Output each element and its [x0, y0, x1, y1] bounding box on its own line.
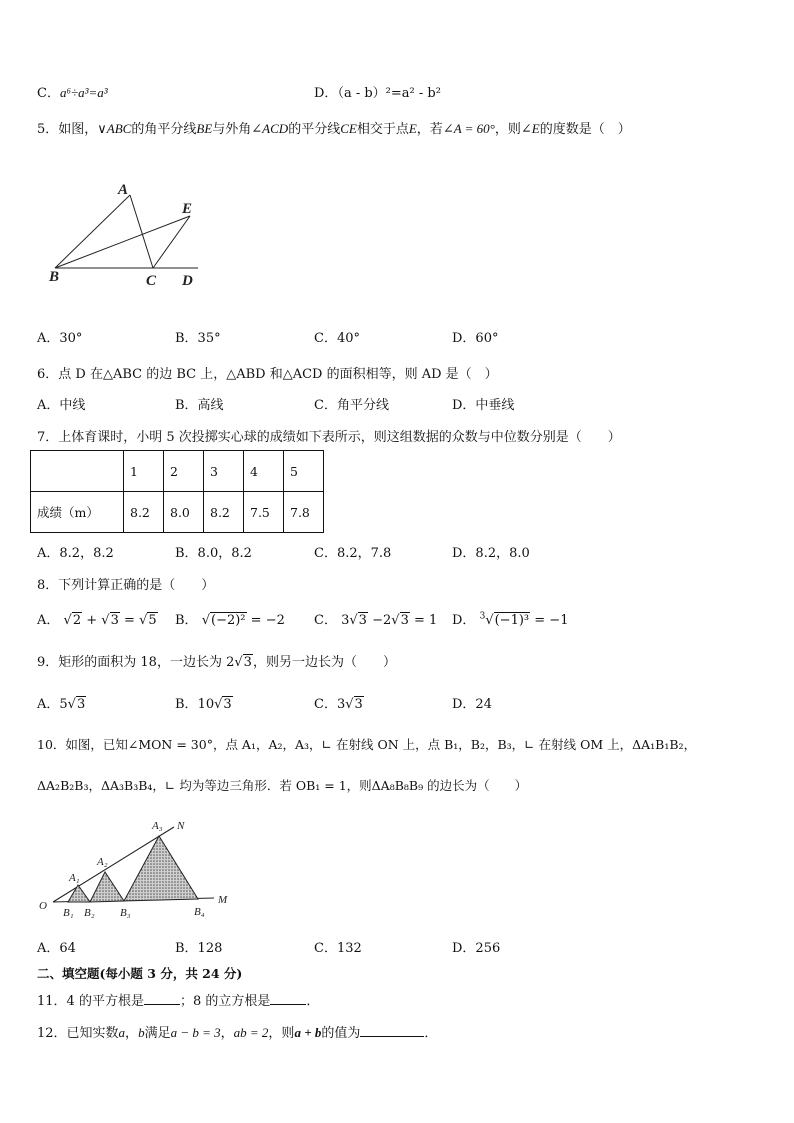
q6-stem: 6．点 D 在△ABC 的边 BC 上，△ABD 和△ACD 的面积相等，则 AD 是（ ） — [37, 367, 498, 382]
q10-label-b1: B₁ — [63, 907, 74, 919]
coefficient: −2 — [372, 613, 392, 628]
q6-option-c: C．角平分线 — [314, 398, 389, 413]
q11-stem — [37, 990, 319, 1009]
q9-option-b-label: B． — [175, 697, 198, 712]
q6-option-b: B．高线 — [175, 398, 224, 413]
q10-option-d: D．256 — [452, 941, 501, 956]
q5-stem-part: 相交于点 — [356, 122, 409, 137]
q12-blank[interactable] — [360, 1036, 424, 1037]
sqrt-symbol: √ — [139, 613, 148, 628]
q12-var-a: a — [118, 1025, 126, 1040]
q10-triangle-1 — [68, 885, 90, 902]
sqrt-symbol: √ — [201, 613, 210, 628]
q5-be: BE — [196, 121, 213, 136]
q4-option-c — [37, 82, 108, 101]
radicand: (−2)² — [211, 613, 246, 628]
q12-expression: a + b — [294, 1025, 322, 1040]
table-cell: 3 — [204, 451, 244, 492]
q5-label-e: E — [182, 201, 193, 217]
q11-stem-part: ． — [306, 994, 320, 1009]
q12-stem-part: ， — [125, 1026, 139, 1041]
q10-triangle-3 — [124, 836, 198, 901]
q9-options — [0, 693, 794, 713]
radicand: (−1)³ — [494, 613, 530, 628]
rhs: = −1 — [534, 613, 569, 628]
q12-condition-1: a − b = 3 — [170, 1025, 221, 1040]
q10-label-a3: A₃ — [152, 820, 163, 832]
q7-score-table — [30, 450, 324, 533]
q10-label-a1: A₁ — [69, 872, 80, 884]
q8-stem: 8．下列计算正确的是（ ） — [37, 578, 215, 593]
q10-label-a2: A₂ — [97, 856, 108, 868]
q12-stem-part: ， — [220, 1026, 234, 1041]
q10-label-o: O — [39, 900, 47, 912]
q9-option-a — [37, 693, 86, 712]
q12-stem-part: 满足 — [144, 1026, 171, 1041]
q7-stem: 7．上体育课时，小明 5 次投掷实心球的成绩如下表所示，则这组数据的众数与中位数分别是（ ） — [37, 430, 621, 445]
q10-option-a: A．64 — [37, 941, 76, 956]
operator: = — [124, 613, 135, 628]
coefficient: 5 — [59, 697, 68, 712]
sqrt-symbol: √ — [63, 613, 72, 628]
q5-options — [0, 327, 794, 347]
q5-option-b: B．35° — [175, 331, 221, 346]
q10-label-m: M — [218, 894, 228, 906]
q4-options — [0, 82, 794, 102]
q5-stem-part: 与外角 — [212, 122, 252, 137]
q6-option-a: A．中线 — [37, 398, 86, 413]
q10-stem-line1: 10．如图，已知∠MON = 30°，点 A₁，A₂，A₃，∟ 在射线 ON 上，点 B₁，B₂，B₃，∟ 在射线 OM 上，ΔA₁B₁B₂， — [37, 737, 697, 752]
radicand: 3 — [400, 613, 409, 628]
q4-option-c-label: C． — [37, 86, 60, 101]
q12-var-b: b — [138, 1025, 145, 1040]
q8-option-a-label: A． — [37, 613, 60, 628]
q10-option-b: B．128 — [175, 941, 223, 956]
q9-option-c — [314, 693, 364, 712]
q5-label-d: D — [182, 273, 193, 289]
table-row — [31, 451, 324, 492]
q9-option-d: D．24 — [452, 697, 492, 712]
q10-label-b3: B₃ — [120, 907, 131, 919]
table-row — [31, 492, 324, 533]
q5-stem-part: 的度数是（ ） — [539, 122, 631, 137]
radicand: 5 — [148, 613, 157, 628]
q10-label-b4: B₄ — [194, 906, 205, 918]
q8-option-b — [175, 609, 285, 628]
q9-option-b — [175, 693, 233, 712]
root-index: 3 — [479, 611, 486, 622]
q10-option-c: C．132 — [314, 941, 362, 956]
q8-option-d — [452, 609, 568, 628]
q5-option-a: A．30° — [37, 331, 83, 346]
table-cell: 8.2 — [204, 492, 244, 533]
q5-angle-e: ∠E — [520, 121, 540, 136]
table-cell: 1 — [124, 451, 164, 492]
table-cell: 2 — [164, 451, 204, 492]
q4-option-d-label: D． — [314, 86, 338, 101]
q5-stem-part: 5．如图， — [37, 122, 98, 137]
q5-line-ce — [153, 216, 190, 268]
q4-option-d-expr: （a - b）²=a² - b² — [337, 86, 441, 101]
q9-option-a-label: A． — [37, 697, 60, 712]
table-cell: 成绩（m） — [31, 492, 124, 533]
q5-option-d: D．60° — [452, 331, 499, 346]
q7-option-b: B．8.0，8.2 — [175, 546, 252, 561]
sqrt-symbol: √ — [349, 613, 358, 628]
q6-option-d: D．中垂线 — [452, 398, 515, 413]
table-cell: 8.2 — [124, 492, 164, 533]
q7-options — [0, 542, 794, 562]
radicand: 3 — [354, 697, 363, 712]
q6-options — [0, 394, 794, 414]
sqrt-symbol: √ — [67, 697, 76, 712]
table-cell: 7.8 — [284, 492, 324, 533]
q12-stem-part: ，则 — [268, 1026, 295, 1041]
radicand: 3 — [243, 655, 252, 670]
q4-option-d — [314, 82, 441, 101]
q11-stem-part: ；8 的立方根是 — [179, 994, 271, 1009]
q4-option-c-expr: a⁶÷a³=a³ — [59, 85, 108, 100]
q5-stem-part: ，若 — [416, 122, 443, 137]
q5-stem-part: ，则 — [494, 122, 521, 137]
sqrt-symbol: √ — [391, 613, 400, 628]
radicand: 2 — [72, 613, 82, 628]
radicand: 3 — [358, 613, 367, 628]
operator: + — [86, 613, 98, 628]
q10-options — [0, 937, 794, 957]
radicand: 3 — [110, 613, 119, 628]
q5-label-c: C — [146, 273, 157, 289]
q5-stem-part: 的角平分线 — [131, 122, 197, 137]
sqrt-symbol: √ — [485, 613, 494, 628]
q5-angle-a: ∠A = 60° — [442, 121, 495, 136]
q11-blank-1[interactable] — [144, 1004, 180, 1005]
q5-stem — [37, 118, 631, 137]
q10-label-n: N — [177, 820, 185, 832]
sqrt-symbol: √ — [214, 697, 223, 712]
q5-label-a: A — [118, 182, 129, 198]
q9-stem-part: 9．矩形的面积为 18，一边长为 — [37, 655, 222, 670]
radicand: 3 — [76, 697, 86, 712]
sqrt-symbol: √ — [101, 613, 110, 628]
coefficient: 3 — [336, 697, 346, 712]
q5-triangle: ∨ABC — [97, 121, 132, 136]
q11-blank-2[interactable] — [270, 1004, 306, 1005]
q5-stem-part: 的平分线 — [288, 122, 341, 137]
q5-line-ba — [55, 195, 130, 268]
q9-option-c-label: C． — [314, 697, 337, 712]
q10-figure — [36, 815, 236, 920]
q5-label-b: B — [49, 269, 60, 285]
sqrt-symbol: √ — [345, 697, 354, 712]
coefficient: 10 — [197, 697, 215, 712]
q10-label-b2: B₂ — [84, 907, 95, 919]
q8-option-c-label: C． — [314, 613, 337, 628]
q11-stem-part: 11．4 的平方根是 — [37, 994, 144, 1009]
rhs: = −2 — [250, 613, 285, 628]
q7-option-c: C．8.2，7.8 — [314, 546, 392, 561]
table-cell: 4 — [244, 451, 284, 492]
q10-stem-line2: ΔA₂B₂B₃，ΔA₃B₃B₄，∟ 均为等边三角形．若 OB₁ = 1，则ΔA₈B₈B₉ 的边长为（ ） — [37, 778, 528, 793]
q9-stem-part: ，则另一边长为（ ） — [252, 655, 396, 670]
q9-stem — [37, 651, 396, 670]
sqrt-symbol: √ — [234, 655, 243, 670]
q12-stem — [37, 1022, 437, 1041]
radicand: 3 — [223, 697, 232, 712]
q5-figure — [40, 175, 215, 290]
q12-stem-part: 12．已知实数 — [37, 1026, 119, 1041]
q8-option-a — [37, 609, 158, 628]
coefficient: 3 — [341, 613, 350, 628]
q8-option-c — [314, 609, 437, 628]
q5-line-be — [55, 216, 190, 268]
q5-acd: ∠ACD — [251, 121, 289, 136]
q12-stem-part: 的值为 — [321, 1026, 361, 1041]
table-cell: 5 — [284, 451, 324, 492]
q12-stem-part: ． — [424, 1026, 438, 1041]
q12-condition-2: ab = 2 — [233, 1025, 269, 1040]
table-cell: 7.5 — [244, 492, 284, 533]
table-cell: 8.0 — [164, 492, 204, 533]
section-heading-fill-in: 二、填空题(每小题 3 分，共 24 分) — [37, 966, 243, 981]
rhs: = 1 — [413, 613, 438, 628]
q5-e-point: E — [408, 121, 417, 136]
q5-option-c: C．40° — [314, 331, 360, 346]
q8-options — [0, 609, 794, 629]
q5-ce: CE — [340, 121, 357, 136]
coefficient: 2 — [226, 655, 235, 670]
q8-option-d-label: D． — [452, 613, 476, 628]
q7-option-a: A．8.2，8.2 — [37, 546, 114, 561]
q7-option-d: D．8.2，8.0 — [452, 546, 530, 561]
q8-option-b-label: B． — [175, 613, 198, 628]
table-cell — [31, 451, 124, 492]
